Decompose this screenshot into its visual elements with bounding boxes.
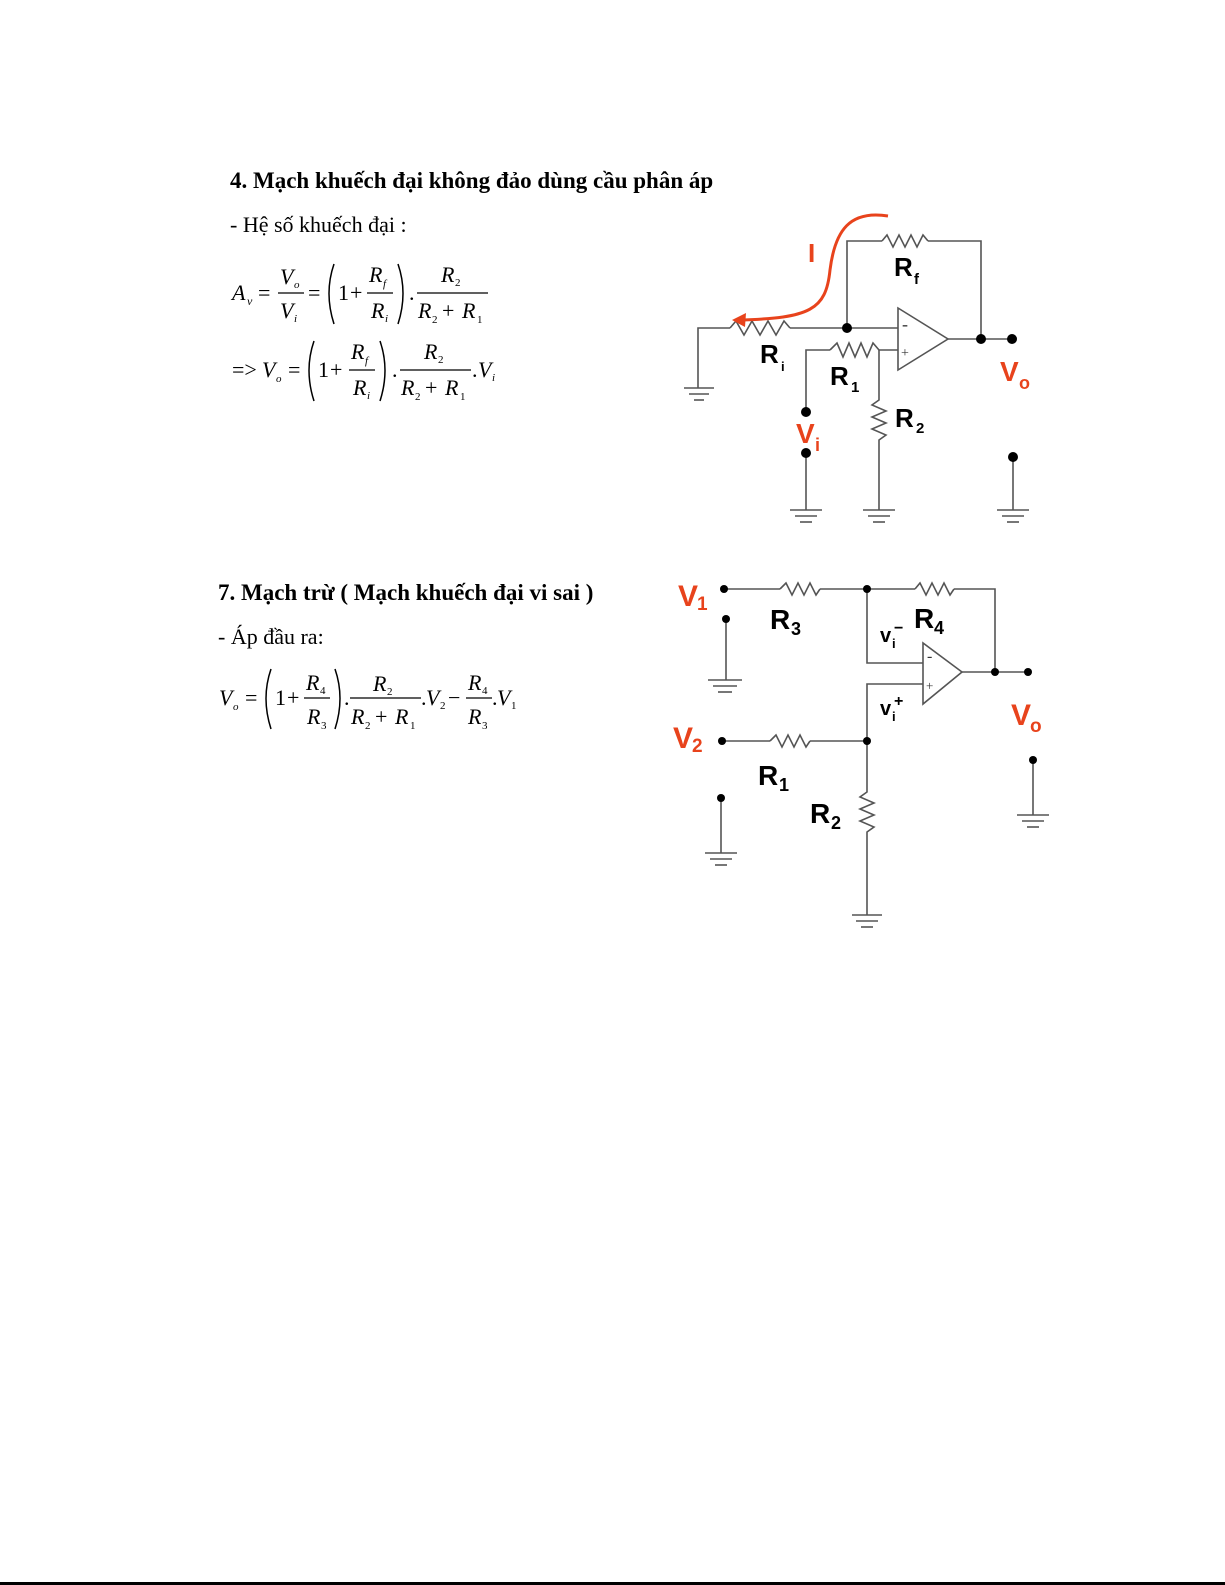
formula-v2: V [426, 685, 440, 710]
section7-subheading: - Áp đầu ra: [218, 624, 324, 649]
formula-minus: − [448, 685, 461, 710]
section7-heading: 7. Mạch trừ ( Mạch khuếch đại vi sai ) [218, 580, 594, 605]
formula-r1: R [462, 298, 476, 323]
vo-label: V [1011, 699, 1032, 732]
section4-heading: 4. Mạch khuếch đại không đảo dùng cầu phân áp [230, 168, 714, 193]
ri-label-sub: i [781, 359, 785, 374]
r2-label-sub: 2 [916, 420, 925, 437]
formula-r2-sub: 2 [455, 277, 461, 289]
formula-ri-sub: i [367, 390, 371, 402]
implies-sign: => [232, 357, 257, 382]
formula-plus: + [442, 298, 455, 323]
formula-plus: + [330, 357, 343, 382]
formula-r2: R [424, 339, 438, 364]
vi-plus-sub: i [892, 709, 896, 724]
formula-v2-sub: 2 [440, 700, 446, 712]
vi-minus-sub: i [892, 636, 896, 651]
equals-sign: = [258, 280, 271, 305]
formula-r2-sub: 2 [387, 686, 393, 698]
r4-label: R [914, 603, 935, 634]
formula-plus: + [350, 280, 363, 305]
formula-r3b-sub: 3 [482, 720, 488, 732]
formula-r4-sub: 4 [320, 685, 326, 697]
v1-label: V [678, 580, 699, 613]
r1-label-sub: 1 [851, 379, 860, 396]
output-formula [228, 335, 508, 410]
formula-vo: V [219, 685, 233, 710]
equals-sign: = [308, 280, 321, 305]
gain-formula [228, 258, 498, 333]
current-label: I [808, 238, 816, 268]
equals-sign: = [288, 357, 301, 382]
formula-r2b: R [418, 298, 432, 323]
formula-plus: + [425, 375, 438, 400]
formula-plus: + [375, 704, 388, 729]
v1-label-sub: 1 [697, 594, 708, 615]
r2-label: R [895, 403, 914, 433]
formula-vi-sub: i [294, 313, 298, 325]
opamp-plus-sign: + [926, 678, 934, 693]
ri-label: R [760, 339, 779, 369]
formula-r1-sub: 1 [477, 314, 483, 326]
formula-r2b: R [351, 704, 365, 729]
vi-plus-label: v [880, 698, 892, 720]
formula-vo: V [262, 357, 276, 382]
formula-r3-sub: 3 [321, 720, 327, 732]
dot: . [344, 685, 350, 710]
formula-rf: R [369, 262, 383, 287]
formula-v1: V [497, 685, 511, 710]
formula-r2b-sub: 2 [432, 314, 438, 326]
r3-label-sub: 3 [791, 619, 802, 639]
vo-label-sub: o [1030, 716, 1042, 737]
formula-r1-sub: 1 [410, 720, 416, 732]
section4-subheading: - Hệ số khuếch đại : [230, 212, 407, 237]
differential-amp-circuit [670, 570, 1070, 950]
formula-vo-sub: o [276, 373, 282, 385]
dot: . [392, 357, 398, 382]
r3-label: R [770, 604, 791, 635]
formula-vo-sub: o [233, 701, 239, 713]
formula-r2b-sub: 2 [365, 720, 371, 732]
formula-vi-sub: i [492, 372, 496, 384]
r2-label-sub: 2 [831, 813, 842, 833]
vo-label-sub: o [1019, 373, 1030, 393]
r1-label: R [758, 760, 779, 791]
formula-r1: R [445, 375, 459, 400]
formula-r2-sub: 2 [438, 354, 444, 366]
formula-ri: R [353, 375, 367, 400]
noninverting-amp-circuit [670, 200, 1050, 540]
r2-label: R [810, 798, 831, 829]
vi-label-sub: i [815, 435, 821, 455]
formula-rf-sub: f [383, 278, 387, 290]
formula-ri: R [371, 298, 385, 323]
formula-r4: R [306, 670, 320, 695]
opamp-minus-sign: - [902, 314, 908, 334]
formula-one: 1 [338, 280, 349, 305]
vi-minus-sup: − [894, 620, 904, 637]
formula-v1-sub: 1 [511, 700, 517, 712]
formula-rf: R [351, 339, 365, 364]
diff-amp-formula [215, 663, 525, 738]
vo-label: V [1000, 356, 1019, 387]
formula-r4b-sub: 4 [482, 685, 488, 697]
rf-label: R [894, 252, 913, 282]
dot: . [409, 280, 415, 305]
formula-r2: R [373, 671, 387, 696]
formula-one: 1 [318, 357, 329, 382]
formula-r1: R [395, 704, 409, 729]
formula-r2b-sub: 2 [415, 391, 421, 403]
dot: . [472, 357, 478, 382]
formula-r2: R [441, 262, 455, 287]
formula-r4b: R [468, 670, 482, 695]
formula-ri-sub: i [385, 313, 389, 325]
vi-label: V [796, 418, 815, 449]
dot: . [421, 685, 427, 710]
formula-r1-sub: 1 [460, 391, 466, 403]
formula-rf-sub: f [365, 355, 369, 367]
formula-r2b: R [401, 375, 415, 400]
formula-one: 1 [275, 685, 286, 710]
v2-label: V [673, 722, 694, 755]
formula-vi: V [280, 298, 294, 323]
formula-av-sub: v [247, 294, 253, 308]
formula-vo-sub: o [294, 279, 300, 291]
formula-plus: + [287, 685, 300, 710]
r1-label-sub: 1 [779, 775, 790, 795]
opamp-plus-sign: + [901, 346, 909, 361]
rf-label-sub: f [914, 271, 919, 288]
v2-label-sub: 2 [692, 736, 703, 757]
opamp-minus-sign: - [927, 648, 933, 665]
vi-plus-sup: + [894, 693, 904, 710]
formula-av: A [232, 280, 246, 305]
formula-r3b: R [468, 704, 482, 729]
formula-vo: V [280, 264, 294, 289]
r1-label: R [830, 361, 849, 391]
equals-sign: = [245, 685, 258, 710]
formula-r3: R [307, 704, 321, 729]
formula-vi: V [478, 357, 492, 382]
vi-minus-label: v [880, 625, 892, 647]
dot: . [492, 685, 498, 710]
r4-label-sub: 4 [934, 618, 945, 638]
